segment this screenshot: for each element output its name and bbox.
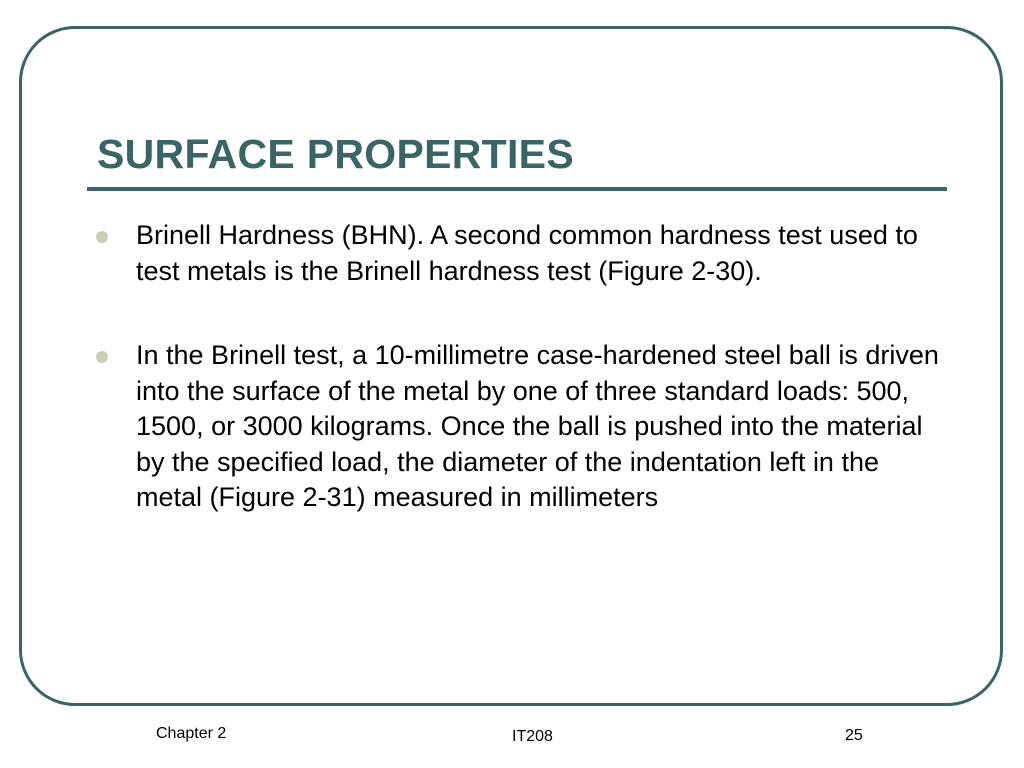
footer-chapter: Chapter 2 <box>156 725 227 742</box>
slide-title: SURFACE PROPERTIES <box>97 131 574 177</box>
footer-course: IT208 <box>512 728 553 745</box>
bullet-item <box>92 338 952 516</box>
bullet-list <box>92 218 952 565</box>
bullet-dot-icon <box>96 231 108 243</box>
bullet-text: In the Brinell test, a 10-millimetre case-hardened steel ball is driven into the surface of the metal by one of three standard loads: 500, 1500, or 3000 kilograms. Once the ball is pushed into the material by the specified load, the diameter of the indentation left in the metal (Figure 2-31) measured in millimeters <box>136 340 939 512</box>
page-number: 25 <box>845 727 863 744</box>
bullet-dot-icon <box>96 351 108 363</box>
bullet-item <box>92 218 952 289</box>
title-underline <box>87 187 947 191</box>
bullet-text: Brinell Hardness (BHN). A second common hardness test used to test metals is the Brinell hardness test (Figure 2-30). <box>136 220 918 286</box>
